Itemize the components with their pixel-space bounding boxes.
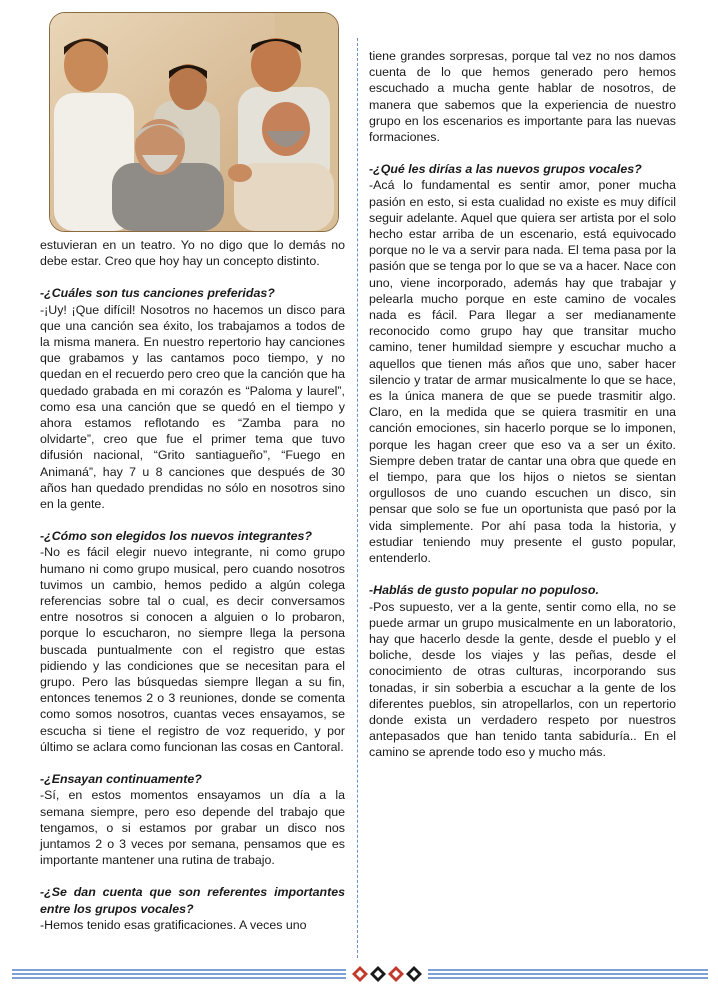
group-photo [49, 12, 339, 232]
interview-question: -¿Cómo son elegidos los nuevos integrantes? [40, 529, 312, 544]
column-divider [357, 38, 358, 958]
answer-paragraph: -No es fácil elegir nuevo integrante, ni como grupo humano ni como grupo musical, pero cuando nosotros tuvimos un cambio, hemos pedido a algún colega referencias sobre tal o cual, es decir conversamos entre nosotros si conocen a alguien o lo probaron, porque lo escucharon, no siempre llega la persona buscada puntualmente con el registro que estas pidiendo y las condiciones que se necesitan para el grupo. Pero las búsquedas siempre llegan a su fin, entonces tenemos 2 o 3 reuniones, donde se comenta como somos nosotros, cuantas veces ensayamos, se escucha si tiene el registro de voz requerido, y por último se aclara como funcionan las cosas en Cantoral. [40, 545, 345, 754]
interview-question: -¿Se dan cuenta que son referentes importantes entre los grupos vocales? [40, 885, 345, 916]
interview-question: -Hablás de gusto popular no populoso. [369, 583, 599, 598]
answer-paragraph: -Sí, en estos momentos ensayamos un día a la semana siempre, pero eso depende del trabajo que tengamos, o si estamos por grabar un disco nos juntamos 2 o 3 veces por semana, pensamos que es importante mantener una rutina de trabajo. [40, 788, 345, 868]
answer-paragraph: -Hemos tenido esas gratificaciones. A veces uno [40, 917, 307, 932]
left-column [40, 237, 345, 933]
answer-paragraph: -Acá lo fundamental es sentir amor, poner mucha pasión en esto, si esta cualidad no existe es muy difícil seguir adelante. Aquel que quiera ser artista por el solo hecho estar arriba de un escenario, está equivocado porque no le va a servir para nada. El tema pasa por la pasión que se tenga por lo que se va a hacer. Nace con uno, viene incorporado, además hay que trabajar y pelearla mucho porque en este camino de vocales nada es fácil. Para llegar a ser medianamente reconocido como grupo hay que transitar mucho camino, tener humildad siempre y escuchar mucho a aquellos que tienen más años que uno, saber hacer silencio y tratar de armar musicalmente lo que se hace, es la única manera de que se puede trasmitir algo. Claro, en la medida que se quiera trasmitir en una canción emociones, sin hacerlo porque se lo imponen, porque les hagan creer que eso va a ser un éxito. Siempre deben tratar de cantar una obra que quede en el tiempo, para que los hijos o nietos se sientan orgullosos de uno cuando escuchen un disco, sin pensar que solo se fue un oportunista que pasó por la vida simplemente. Por ahí pasa toda la historia, y estudiar teniendo muy presente el gusto popular, entenderlo. [369, 178, 676, 566]
footer-rule-left [12, 969, 346, 979]
interview-question: -¿Cuáles son tus canciones preferidas? [40, 286, 275, 301]
answer-paragraph: estuvieran en un teatro. Yo no digo que lo demás no debe estar. Creo que hoy hay un concepto distinto. [40, 238, 345, 269]
footer-rule-right [428, 969, 708, 979]
answer-paragraph: tiene grandes sorpresas, porque tal vez no nos damos cuenta de lo que hemos generado pero hemos escuchado a mucha gente hablar de nosotros, de manera que sabemos que la experiencia de nuestro grupo en los escenarios es importante para las nuevas formaciones. [369, 49, 676, 145]
andean-pattern-emblem-icon [350, 964, 424, 984]
answer-paragraph: -¡Uy! ¡Que difícil! Nosotros no hacemos un disco para que una canción sea éxito, los trabajamos a todos de la misma manera. En nuestro repertorio hay canciones que grabamos y las cantamos poco tiempo, y no quedan en el recuerdo pero creo que la canción que ha quedado grabada en mi corazón es “Paloma y laurel”, como esa una canción que se quedó en el tiempo y ahora estamos reflotando es “Zamba para no olvidarte”, creo que fue el primer tema que tuvo difusión nacional, “Grito santiagueño”, “Fuego en Animaná”, hay 7 u 8 canciones que después de 30 años han quedado prendidas no sólo en nosotros sino en la gente. [40, 302, 345, 512]
group-photo-illustration [50, 13, 338, 231]
interview-question: -¿Qué les dirías a las nuevos grupos vocales? [369, 162, 642, 177]
interview-question: -¿Ensayan continuamente? [40, 772, 202, 787]
answer-paragraph: -Pos supuesto, ver a la gente, sentir como ella, no se puede armar un grupo musicalmente en un laboratorio, hay que hacerlo desde la gente, desde el pueblo y el boliche, desde los viajes y las peñas, desde el conocimiento de otras culturas, incorporando sus tonadas, ir sin soberbia a escuchar a la gente de los diferentes pueblos, sin atropellarlos, con un repertorio donde exista un verdadero respeto por nuestros antepasados que han tenido tanta sabiduría.. En el camino se aprende todo eso y mucho más. [369, 599, 676, 760]
right-column [369, 48, 676, 761]
